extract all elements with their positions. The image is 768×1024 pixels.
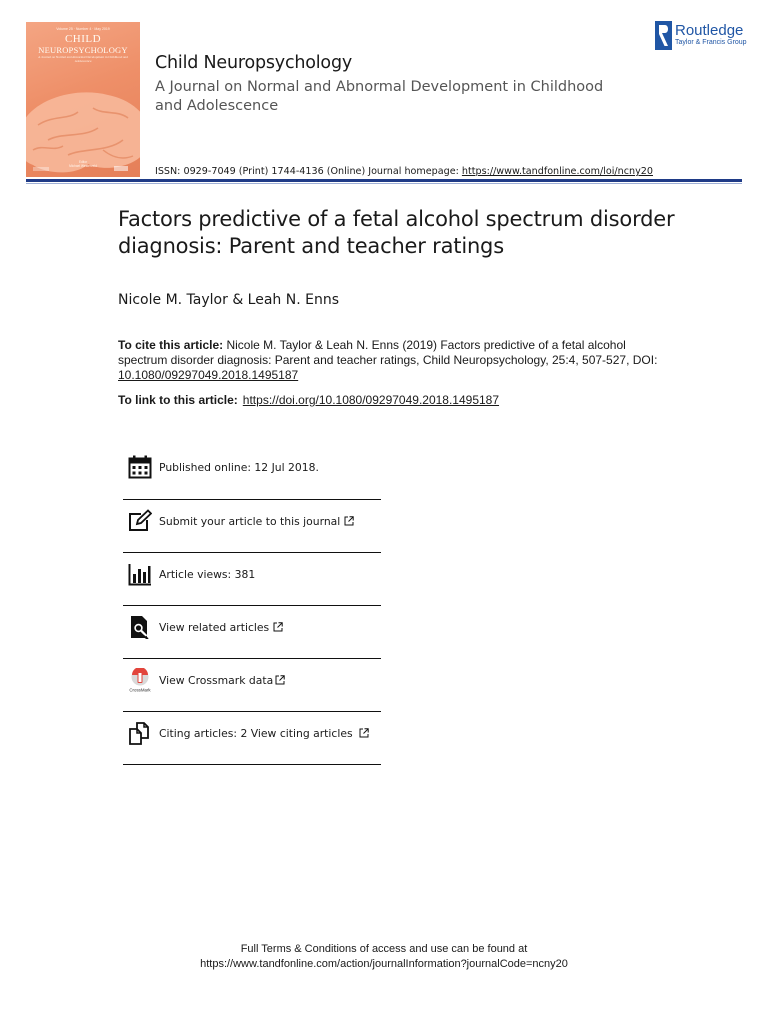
cover-subtitle: A Journal on Normal and Abnormal Development in Childhood and Adolescence <box>38 55 128 63</box>
cover-title-line1: CHILD <box>64 33 102 45</box>
article-views-row <box>123 553 381 606</box>
search-document-icon <box>128 615 152 639</box>
cover-title-line2: NEUROPSYCHOLOGY <box>38 45 128 55</box>
submit-article-row[interactable] <box>123 500 381 553</box>
published-date: Published online: 12 Jul 2018. <box>159 461 319 474</box>
cover-mark-left <box>33 167 49 171</box>
article-link-line <box>118 393 499 407</box>
citation-doi-link[interactable]: 10.1080/09297049.2018.1495187 <box>118 368 299 382</box>
crossmark-logo-text: CrossMark <box>129 687 151 692</box>
cover-issue-line: Volume 25 · Number 4 · May 2019 <box>56 27 110 31</box>
link-label: To link to this article: <box>118 393 238 407</box>
citing-articles-row[interactable] <box>123 712 381 765</box>
cover-editor: Editor Michael Westerveld <box>69 160 97 168</box>
crossmark-icon <box>128 668 152 692</box>
calendar-icon <box>128 455 152 479</box>
terms-footer <box>0 942 768 972</box>
cover-title <box>26 34 140 55</box>
issn-line <box>155 166 653 177</box>
citing-articles-text: Citing articles: 2 View citing articles <box>159 727 353 740</box>
bar-chart-icon <box>128 562 152 586</box>
publisher-group: Taylor & Francis Group <box>675 39 747 46</box>
journal-homepage-link[interactable]: https://www.tandfonline.com/loi/ncny20 <box>461 166 653 177</box>
related-articles-text: View related articles <box>159 621 270 634</box>
related-articles-label <box>159 621 283 634</box>
citing-articles-label <box>159 727 369 740</box>
publisher-name: Routledge <box>675 22 744 39</box>
article-views-count: Article views: 381 <box>159 568 256 581</box>
publisher-logo[interactable] <box>655 21 755 51</box>
header-divider <box>26 179 742 182</box>
external-link-icon <box>275 675 285 685</box>
external-link-icon <box>344 516 354 526</box>
external-link-icon <box>273 622 283 632</box>
published-row <box>123 446 381 500</box>
citation-label: To cite this article: <box>118 338 224 352</box>
article-title: Factors predictive of a fetal alcohol spectrum disorder diagnosis: Parent and teacher ratings <box>118 207 675 258</box>
article-metrics-list <box>123 446 381 765</box>
crossmark-label <box>159 674 285 687</box>
routledge-logo-icon <box>655 21 672 50</box>
submit-article-text: Submit your article to this journal <box>159 515 341 528</box>
article-authors: Nicole M. Taylor & Leah N. Enns <box>118 292 340 308</box>
cover-publisher-mark <box>114 166 128 171</box>
citing-documents-icon <box>128 721 152 745</box>
citation-block <box>118 338 658 383</box>
terms-url[interactable]: https://www.tandfonline.com/action/journalInformation?journalCode=ncny20 <box>200 958 568 970</box>
citation-text: Nicole M. Taylor & Leah N. Enns (2019) Factors predictive of a fetal alcohol spectrum disorder diagnosis: Parent and teacher ratings, Child Neuropsychology, 25:4, 507-527, DOI: <box>118 338 658 367</box>
journal-cover <box>26 22 140 177</box>
external-link-icon <box>359 728 369 738</box>
journal-title: Child Neuropsychology <box>155 53 353 73</box>
journal-subtitle: A Journal on Normal and Abnormal Development in Childhood and Adolescence <box>155 79 604 114</box>
edit-icon <box>128 509 152 533</box>
issn-text: ISSN: 0929-7049 (Print) 1744-4136 (Online) Journal homepage: <box>155 166 462 177</box>
article-doi-link[interactable]: https://doi.org/10.1080/09297049.2018.1495187 <box>242 393 500 407</box>
related-articles-row[interactable] <box>123 606 381 659</box>
terms-line: Full Terms & Conditions of access and use can be found at <box>240 943 528 955</box>
submit-article-label <box>159 515 354 528</box>
crossmark-row[interactable] <box>123 659 381 712</box>
crossmark-text: View Crossmark data <box>159 674 274 687</box>
header-divider-thin <box>26 183 742 184</box>
